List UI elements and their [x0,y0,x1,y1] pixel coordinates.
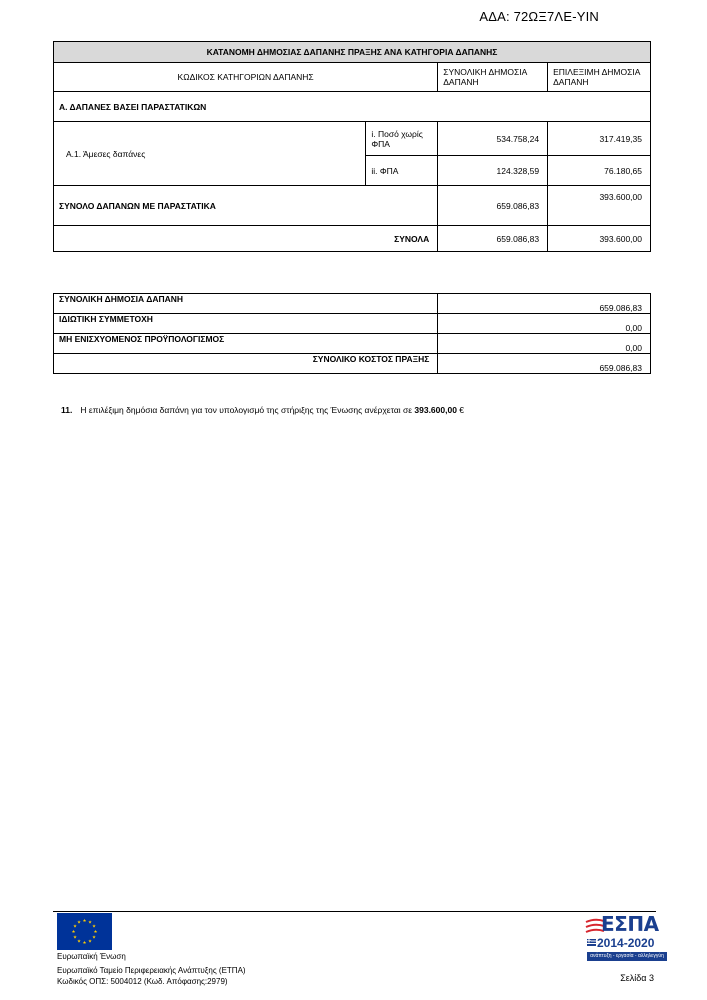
eu-star-icon: ★ [92,923,97,929]
row-ii-label: ii. ΦΠΑ [366,156,438,186]
eu-star-icon: ★ [72,934,77,940]
row-i-label: i. Ποσό χωρίς ΦΠΑ [366,122,438,156]
row-i-eligible: 317.419,35 [548,122,651,156]
summary-total-label: ΣΥΝΟΛΙΚΟ ΚΟΣΤΟΣ ΠΡΑΞΗΣ [54,354,438,374]
totals-eligible: 393.600,00 [548,226,651,252]
totals-label: ΣΥΝΟΛΑ [54,226,438,252]
fund-line-1: Ευρωπαϊκό Ταμείο Περιφερειακής Ανάπτυξης (ΕΤΠΑ) [57,966,246,975]
espa-years: 2014-2020 [597,936,655,950]
a1-label: Α.1. Άμεσες δαπάνες [54,122,366,186]
eu-flag-icon [57,913,112,950]
footer-divider [53,911,656,912]
summary-label: ΙΔΙΩΤΙΚΗ ΣΥΜΜΕΤΟΧΗ [54,314,438,334]
eu-star-icon: ★ [82,940,87,946]
eu-star-icon: ★ [72,923,77,929]
eu-star-icon: ★ [87,938,93,944]
project-cost-summary-table [53,293,651,374]
sum-row-total: 659.086,83 [438,186,548,226]
note-currency: € [456,405,465,415]
page-number: Σελίδα 3 [620,973,654,983]
greek-flag-icon [587,939,596,946]
eu-star-icon: ★ [87,919,93,925]
ada-code: ΑΔΑ: 72ΩΞ7ΛΕ-ΥΙΝ [479,9,599,24]
row-ii-total: 124.328,59 [438,156,548,186]
note-text: Η επιλέξιμη δημόσια δαπάνη για τον υπολογισμό της στήριξης της Ένωσης ανέρχεται σε [80,405,415,415]
eu-star-icon: ★ [76,919,82,925]
row-i-total: 534.758,24 [438,122,548,156]
totals-total: 659.086,83 [438,226,548,252]
sum-row-eligible: 393.600,00 [548,186,651,226]
section-a-label: Α. ΔΑΠΑΝΕΣ ΒΑΣΕΙ ΠΑΡΑΣΤΑΤΙΚΩΝ [54,92,651,122]
summary-total-value: 659.086,83 [438,354,651,374]
col-header-total: ΣΥΝΟΛΙΚΗ ΔΗΜΟΣΙΑ ΔΑΠΑΝΗ [438,63,548,92]
table-title: ΚΑΤΑΝΟΜΗ ΔΗΜΟΣΙΑΣ ΔΑΠΑΝΗΣ ΠΡΑΞΗΣ ΑΝΑ ΚΑΤΗΓΟΡΙΑ ΔΑΠΑΝΗΣ [54,42,651,63]
eu-star-icon: ★ [82,918,87,924]
eu-star-icon: ★ [71,929,76,935]
espa-logo [583,912,671,962]
row-ii-eligible: 76.180,65 [548,156,651,186]
col-header-code: ΚΩΔΙΚΟΣ ΚΑΤΗΓΟΡΙΩΝ ΔΑΠΑΝΗΣ [54,63,438,92]
expense-allocation-table [53,41,651,252]
note-amount: 393.600,00 [414,405,457,415]
fund-info [57,965,246,987]
espa-slogan: ανάπτυξη - εργασία - αλληλεγγύη [587,952,667,961]
fund-line-2: Κωδικός ΟΠΣ: 5004012 (Κωδ. Απόφασης:2979) [57,977,228,986]
summary-label: ΜΗ ΕΝΙΣΧΥΟΜΕΝΟΣ ΠΡΟΫΠΟΛΟΓΙΣΜΟΣ [54,334,438,354]
note-number: 11. [61,405,73,415]
summary-value: 0,00 [438,334,651,354]
eu-star-icon: ★ [93,929,98,935]
eligible-expense-note [61,405,464,415]
summary-value: 659.086,83 [438,294,651,314]
sum-row-label: ΣΥΝΟΛΟ ΔΑΠΑΝΩΝ ΜΕ ΠΑΡΑΣΤΑΤΙΚΑ [54,186,438,226]
summary-label: ΣΥΝΟΛΙΚΗ ΔΗΜΟΣΙΑ ΔΑΠΑΝΗ [54,294,438,314]
espa-title: ΕΣΠΑ [601,912,659,936]
eu-label: Ευρωπαϊκή Ένωση [57,952,126,961]
col-header-eligible: ΕΠΙΛΕΞΙΜΗ ΔΗΜΟΣΙΑ ΔΑΠΑΝΗ [548,63,651,92]
summary-value: 0,00 [438,314,651,334]
eu-star-icon: ★ [76,938,82,944]
eu-star-icon: ★ [92,934,97,940]
